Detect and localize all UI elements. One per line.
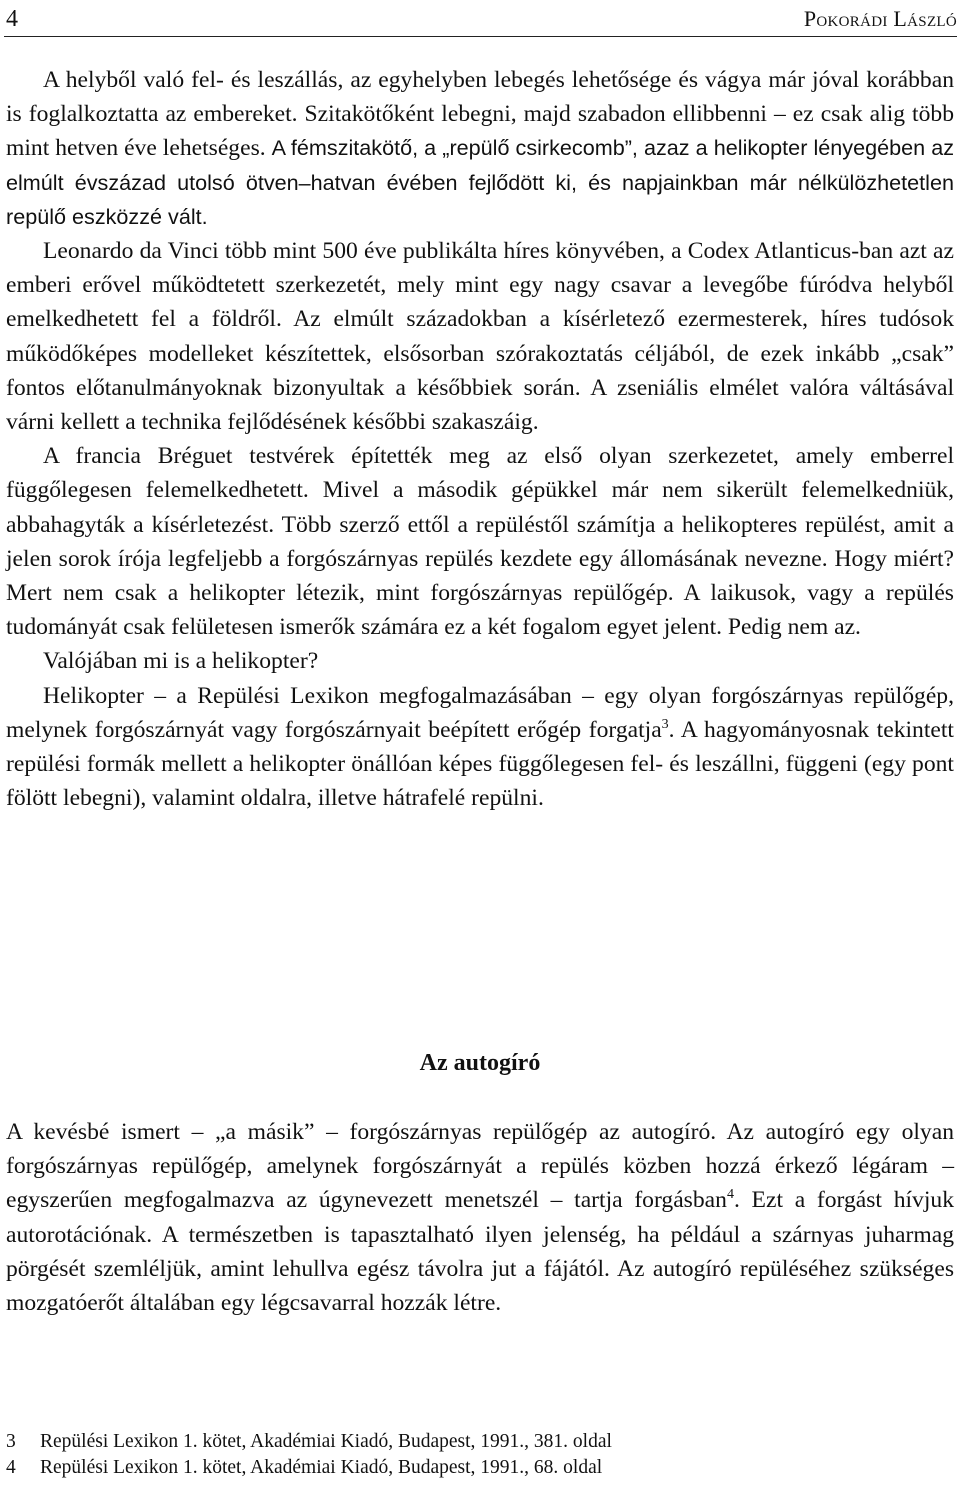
autogiro-text-end: . Ezt a forgást hívjuk autorotációnak. A természetben is tapasztalható ilyen jelenség, ha például a szárnyas juharmag pörgését szemléljük, amint lehullva egész távolra jut a fájától. Az autogíró repüléséhez szükséges mozgatóerőt általában egy légcsavarral hozzák létre. — [6, 1187, 955, 1317]
page-header — [4, 2, 957, 37]
footnote-text: Repülési Lexikon 1. kötet, Akadémiai Kiadó, Budapest, 1991., 381. oldal — [40, 1431, 612, 1452]
autogiro-body-text — [6, 1115, 954, 1320]
paragraph-intro-sans-text: A fémszitakötő, a „repülő csirkecomb”, azaz a helikopter lényegében az elmúlt évszázad utolsó ötven‒hatvan évében fejlődött ki, és napjainkban már nélkülözhetetlen repülő eszközzé vált. — [6, 135, 954, 229]
main-body-text — [6, 63, 954, 815]
paragraph-autogiro — [6, 1115, 954, 1320]
footnote-ref-3[interactable]: 3 — [661, 716, 669, 732]
footnote-ref-4[interactable]: 4 — [726, 1187, 734, 1203]
paragraph-leonardo: Leonardo da Vinci több mint 500 éve publikálta híres könyvében, a Codex Atlanticus-ban azt az emberi erővel működtetett szerkezetét, mely mint egy nagy csavar a levegőbe fúródva helyből emelkedhetett fel a földről. Az elmúlt századokban a kísérletező ezermesterek, híres tudósok működőképes modelleket készítettek, elsősorban szórakoztatás céljából, de ezek inkább „csak” fontos előtanulmányoknak bizonyultak a későbbiek során. A zseniális elmélet valóra váltásával várni kellett a technika fejlődésének későbbi szakaszáig. — [6, 238, 954, 436]
paragraph-intro-text: A helyből való fel- és leszállás, az egyhelyben lebegés lehetősége és vágya már jóval korábban is foglalkoztatta az embereket. Szitakötőként lebegni, majd szabadon ellibbenni ‒ ez csak alig több mint hetven éve lehetséges. — [6, 67, 954, 162]
section-heading: Az autogíró — [419, 1050, 541, 1076]
footnote-number: 4 — [6, 1457, 16, 1478]
page-number: 4 — [6, 6, 18, 32]
paragraph-question: Valójában mi is a helikopter? — [43, 648, 319, 675]
autogiro-text-start: A kevésbé ismert ‒ „a másik” ‒ forgószárnyas repülőgép az autogíró. Az autogíró egy olyan forgószárnyas repülőgép, amelynek forgószárnyát a repülés közben hozzá érkező légáram ‒ egyszerűen megfogalmazva az úgynevezett menetszél ‒ tartja forgásban — [6, 1119, 954, 1214]
footnote-3 — [6, 1429, 954, 1455]
footnote-text: Repülési Lexikon 1. kötet, Akadémiai Kiadó, Budapest, 1991., 68. oldal — [40, 1457, 603, 1478]
paragraph-definition — [6, 679, 954, 816]
running-head-author: Pokorádi László — [803, 6, 957, 31]
footnote-number: 3 — [6, 1431, 16, 1452]
paragraph-breguet: A francia Bréguet testvérek építették meg az első olyan szerkezetet, amely emberrel függőlegesen felemelkedhetett. Mivel a második gépükkel már nem sikerült felemelkedniük, abbahagyták a kísérletezést. Több szerző ettől a repüléstől számítja a helikopteres repülést, amit a jelen sorok írója legfeljebb a forgószárnyas repülés kezdete egy állomásának nevezne. Hogy miért? Mert nem csak a helikopter létezik, mint forgószárnyas repülőgép. A laikusok, vagy a repülés tudományát csak felületesen ismerők számára ez a két fogalom egyet jelent. Pedig nem az. — [6, 443, 954, 641]
paragraph-intro — [6, 63, 954, 234]
footnotes — [6, 1429, 954, 1481]
footnote-4 — [6, 1455, 954, 1481]
definition-text-end: . A hagyományosnak tekintett repülési formák mellett a helikopter önállóan képes függőlegesen fel- és leszállni, függeni (egy pont fölött lebegni), valamint oldalra, illetve hátrafelé repülni. — [6, 716, 954, 812]
definition-text-start: Helikopter ‒ a Repülési Lexikon megfogalmazásában ‒ egy olyan forgószárnyas repülőgép, melynek forgószárnyát vagy forgószárnyait beépített erőgép forgatja — [6, 682, 954, 743]
